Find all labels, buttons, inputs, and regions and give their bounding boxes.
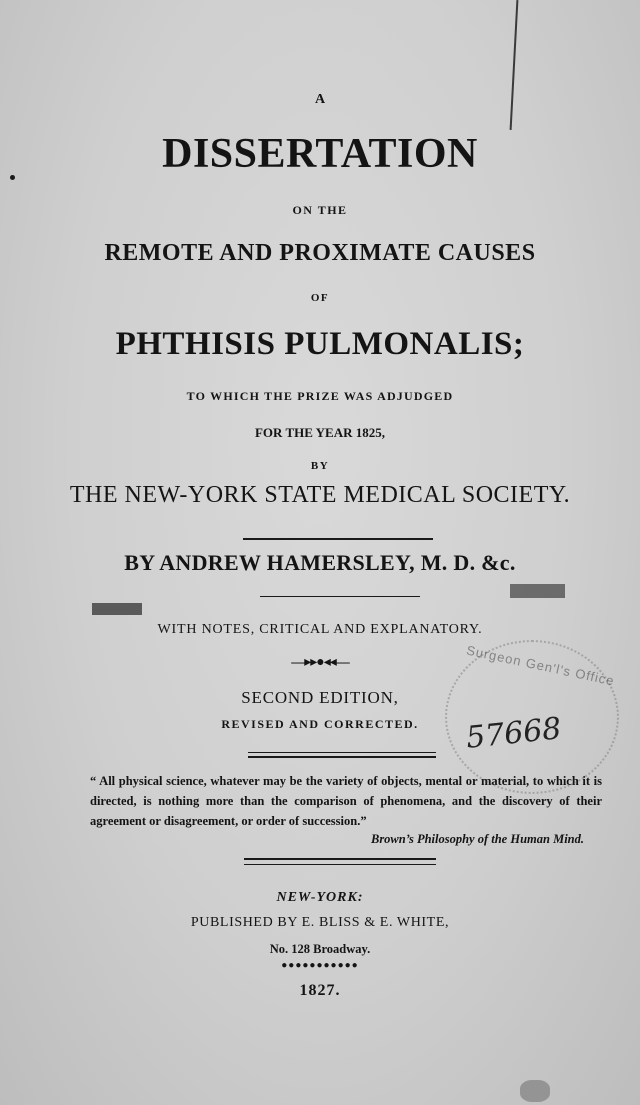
revised-line: REVISED AND CORRECTED.	[221, 717, 419, 731]
notes-line: WITH NOTES, CRITICAL AND EXPLANATORY.	[157, 622, 483, 637]
subtitle: REMOTE AND PROXIMATE CAUSES	[104, 240, 536, 266]
ornament-divider: —▸▸●◂◂—	[291, 655, 349, 670]
title-article: A	[314, 92, 326, 107]
city-line: NEW-YORK:	[276, 890, 364, 905]
double-rule-top-b	[248, 756, 436, 758]
epigraph-quote: “ All physical science, whatever may be the variety of objects, mental or material, to which it is directed, is nothing more than the comparison of phenomena, and the discovery of their agreement or disagreement, or order of succession.”	[90, 774, 602, 828]
epigraph-source: Brown’s Philosophy of the Human Mind.	[370, 832, 584, 846]
double-rule-bottom-b	[244, 864, 436, 865]
society-name: THE NEW-YORK STATE MEDICAL SOCIETY.	[69, 482, 571, 508]
year-line: FOR THE YEAR 1825,	[254, 425, 385, 440]
prize-line: TO WHICH THE PRIZE WAS ADJUDGED	[186, 389, 454, 403]
divider-rule-1	[243, 538, 433, 540]
main-title: DISSERTATION	[162, 131, 478, 177]
double-rule-top-a	[248, 752, 436, 753]
dotted-rule: ●●●●●●●●●●●	[281, 960, 359, 971]
ink-blot-left	[92, 603, 142, 615]
of-line: OF	[310, 292, 330, 304]
handwritten-accession-number: 57668	[464, 711, 564, 756]
divider-rule-2	[260, 596, 420, 597]
edition-line: SECOND EDITION,	[241, 688, 399, 707]
scan-artifact-line	[510, 0, 519, 130]
ink-blot-right	[510, 584, 565, 598]
library-stamp-text: Surgeon Gen'l's Office	[465, 642, 616, 689]
disease-title: PHTHISIS PULMONALIS;	[115, 326, 525, 362]
double-rule-bottom-a	[244, 858, 436, 860]
publication-year: 1827.	[299, 982, 341, 999]
ink-blot-bottom	[520, 1080, 550, 1102]
author-line: BY ANDREW HAMERSLEY, M. D. &c.	[124, 550, 516, 575]
address-line: No. 128 Broadway.	[269, 942, 371, 956]
by-line: BY	[310, 460, 330, 472]
on-the-line: ON THE	[292, 203, 348, 217]
publisher-line: PUBLISHED BY E. BLISS & E. WHITE,	[190, 915, 450, 930]
